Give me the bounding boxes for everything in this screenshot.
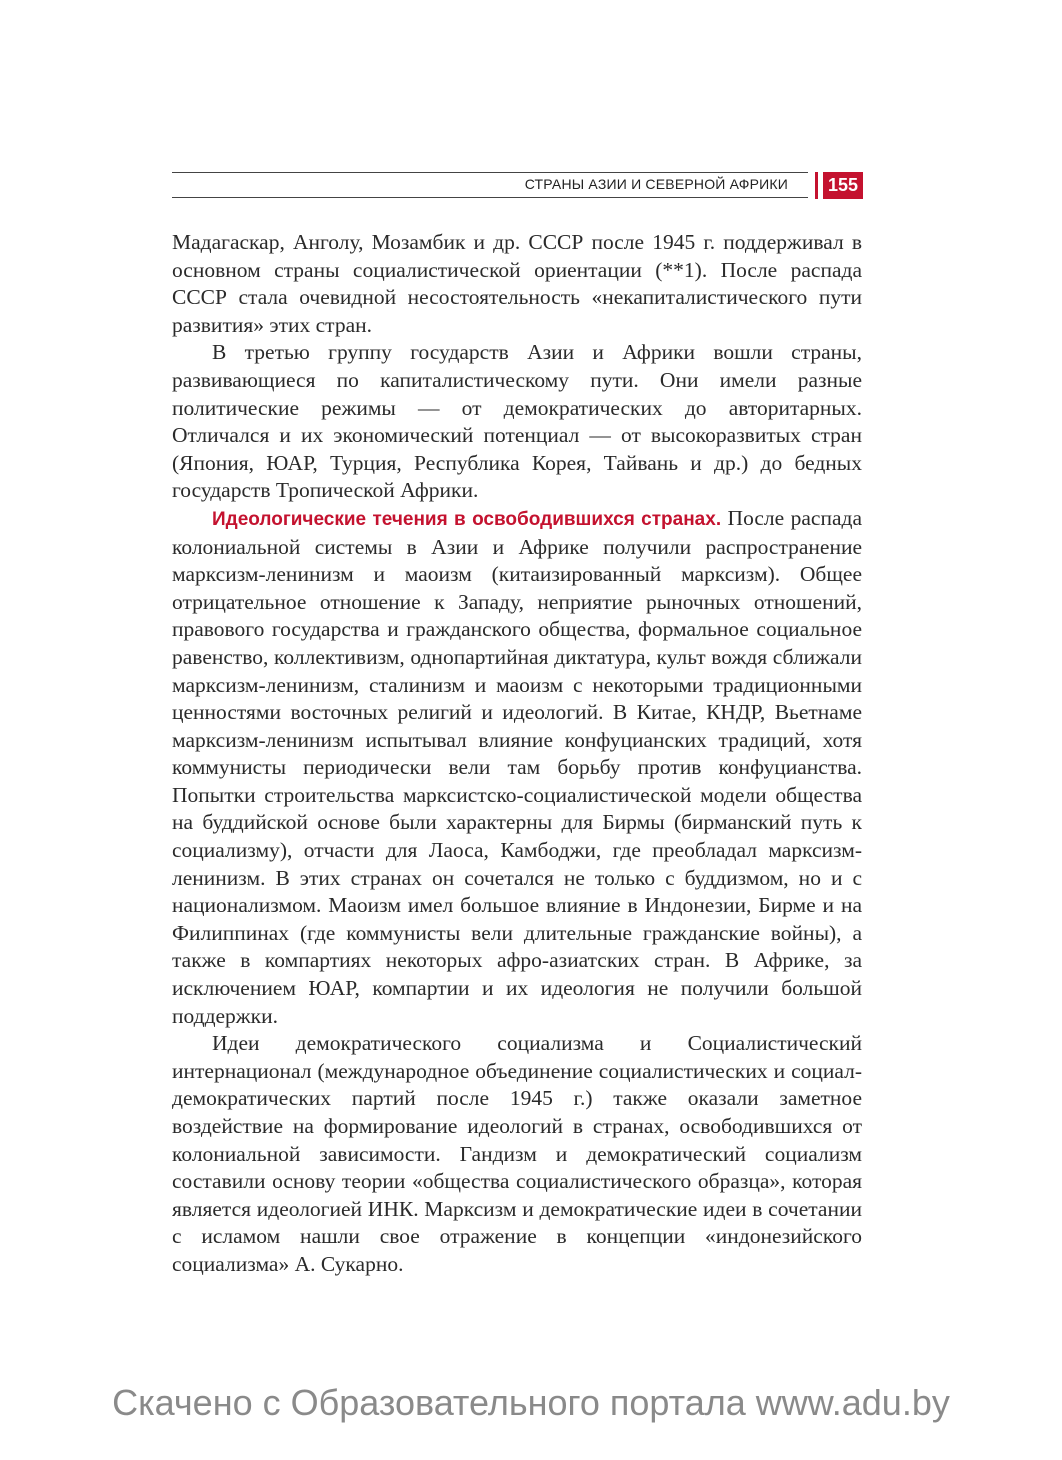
paragraph-2: В третью группу государств Азии и Африки вошли страны, развивающиеся по капиталистическому пути. Они имели разные политические режимы — от демократических до авторитарных. Отличался и их экономический потенциал — от высокоразвитых стран (Япония, ЮАР, Турция, Республика Корея, Тайвань и др.) до бедных государств Тропической Африки. <box>172 340 862 503</box>
page-number: 155 <box>823 172 863 199</box>
header-accent-bar <box>815 172 818 199</box>
header-rule-bottom <box>172 197 808 198</box>
paragraph-3 <box>172 505 862 1030</box>
header-rule-top <box>172 172 808 173</box>
paragraph-1: Мадагаскар, Анголу, Мозамбик и др. СССР после 1945 г. поддерживал в основном страны социалистической ориентации (**1). После распада СССР стала очевидной несостоятельность «некапиталистического пути развития» этих стран. <box>172 230 862 337</box>
body-text <box>172 229 862 1279</box>
chapter-title: СТРАНЫ АЗИИ И СЕВЕРНОЙ АФРИКИ <box>524 176 788 192</box>
download-watermark: Скачено с Образовательного портала www.adu.by <box>112 1382 950 1423</box>
paragraph-3-text: После распада колониальной системы в Азии и Африке получили распространение марксизм-ленинизм и маоизм (китаизированный марксизм). Общее отрицательное отношение к Западу, неприятие рыночных отношений, правового государства и гражданского общества, формальное социальное равенство, коллективизм, однопартийная диктатура, культ вождя сближали марксизм-ленинизм, сталинизм и маоизм с некоторыми традиционными ценностями восточных религий и идеологий. В Китае, КНДР, Вьетнаме марксизм-ленинизм испытывал влияние конфуцианских традиций, хотя коммунисты периодически вели там борьбу против конфуцианства. Попытки строительства марксистско-социалистической модели общества на буддийской основе были характерны для Бирмы (бирманский путь к социализму), отчасти для Лаоса, Камбоджи, где преобладал марксизм-ленинизм. В этих странах он сочетался не только с буддизмом, но и с национализмом. Маоизм имел большое влияние в Индонезии, Бирме и на Филиппинах (где коммунисты вели длительные гражданские войны), а также в компартиях некоторых афро-азиатских стран. В Африке, за исключением ЮАР, компартии и их идеология не получили большой поддержки. <box>172 505 862 1028</box>
running-head <box>172 172 862 200</box>
paragraph-4: Идеи демократического социализма и Социалистический интернационал (международное объединение социалистических и социал-демократических партий после 1945 г.) также оказали заметное воздействие на формирование идеологий в странах, освободившихся от колониальной зависимости. Гандизм и демократический социализм составили основу теории «общества социалистического образца», которая является идеологией ИНК. Марксизм и демократические идеи в сочетании с исламом нашли свое отражение в концепции «индонезийского социализма» А. Сукарно. <box>172 1031 862 1276</box>
section-heading: Идеологические течения в освободившихся странах. <box>212 508 722 530</box>
